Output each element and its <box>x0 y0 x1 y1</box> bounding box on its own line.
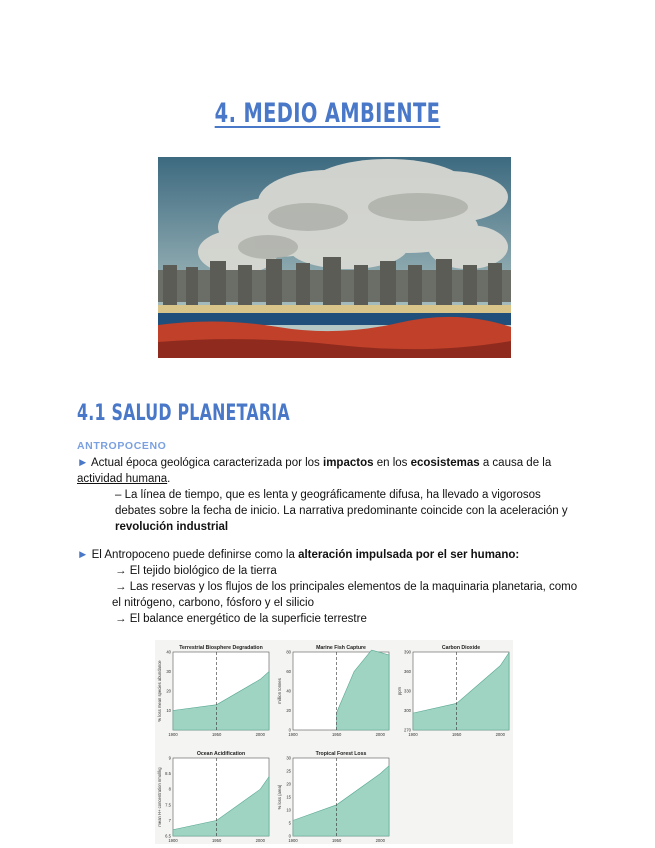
y-axis-label: million tonnes <box>277 678 282 704</box>
x-tick-label: 1950 <box>451 732 462 737</box>
bullet-icon: ► <box>77 549 89 561</box>
paragraph-1-detail: – La línea de tiempo, que es lenta y geográficamente difusa, ha llevado a vigorosos debates sobre la fecha de inicio. La narrativa predominante coincide con la aceleración y revolución industrial <box>115 489 568 533</box>
y-tick-label: 20 <box>286 708 291 713</box>
list-item: → El tejido biológico de la tierra <box>115 565 277 577</box>
x-tick-label: 1950 <box>211 732 222 737</box>
x-tick-label: 1900 <box>288 838 298 843</box>
x-tick-label: 2000 <box>375 838 385 843</box>
y-tick-label: 8.5 <box>165 771 171 777</box>
y-tick-label: 300 <box>404 708 411 713</box>
x-tick-label: 2000 <box>495 732 505 737</box>
chart-title: Terrestrial Biosphere Degradation <box>179 645 263 651</box>
y-tick-label: 360 <box>404 669 411 674</box>
y-tick-label: 40 <box>286 688 291 694</box>
x-tick-label: 1900 <box>168 838 178 843</box>
bullet-icon: ► <box>77 457 89 469</box>
y-tick-label: 7.5 <box>165 802 171 808</box>
chart-title: Carbon Dioxide <box>441 645 481 651</box>
y-tick-label: 5 <box>288 820 291 826</box>
y-tick-label: 30 <box>166 669 171 674</box>
y-tick-label: 20 <box>286 781 291 787</box>
list-item: → El balance energético de la superficie terrestre <box>115 613 367 625</box>
x-tick-label: 1900 <box>168 732 178 737</box>
y-tick-label: 270 <box>404 727 411 733</box>
chart-title: Tropical Forest Loss <box>315 751 367 757</box>
industrial-smoke-illustration <box>158 157 511 358</box>
x-tick-label: 2000 <box>255 732 265 737</box>
x-tick-label: 1950 <box>331 732 342 737</box>
y-tick-label: 25 <box>286 768 291 774</box>
section-heading: 4.1 SALUD PLANETARIA <box>77 401 290 426</box>
y-tick-label: 6.5 <box>165 833 171 839</box>
x-tick-label: 1900 <box>408 732 418 737</box>
page-title: 4. MEDIO AMBIENTE <box>214 98 441 129</box>
x-tick-label: 1900 <box>288 732 298 737</box>
x-tick-label: 2000 <box>375 732 385 737</box>
y-tick-label: 30 <box>286 755 291 761</box>
y-axis-label: % loss mean species abundance <box>157 660 162 722</box>
paragraph-2: ► El Antropoceno puede definirse como la alteración impulsada por el ser humano: <box>77 549 520 561</box>
y-tick-label: 15 <box>286 794 291 800</box>
y-tick-label: 20 <box>166 688 171 694</box>
y-axis-label: mean H+ concentration nmol/kg <box>157 767 162 827</box>
subheading: ANTROPOCENO <box>77 440 167 452</box>
y-tick-label: 7 <box>168 817 171 823</box>
x-tick-label: 2000 <box>255 838 265 843</box>
y-tick-label: 10 <box>286 807 291 813</box>
y-tick-label: 0 <box>288 833 291 839</box>
y-tick-label: 10 <box>166 708 171 713</box>
x-tick-label: 1950 <box>331 838 342 843</box>
y-tick-label: 60 <box>286 669 291 674</box>
y-axis-label: % loss (area) <box>277 784 282 810</box>
chart-title: Marine Fish Capture <box>316 645 366 651</box>
list-item: → Las reservas y los flujos de los principales elementos de la maquinaria planetaria, como <box>115 581 578 593</box>
alteration-list <box>112 563 595 627</box>
x-tick-label: 1950 <box>211 838 222 843</box>
y-tick-label: 390 <box>404 649 411 655</box>
chart-title: Ocean Acidification <box>196 751 246 757</box>
y-tick-label: 0 <box>288 727 291 733</box>
y-tick-label: 40 <box>166 649 171 655</box>
paragraph-1: ► Actual época geológica caracterizada por los impactos en los ecosistemas a causa de la actividad humana. <box>77 457 552 485</box>
y-tick-label: 330 <box>404 688 411 694</box>
y-axis-label: ppm <box>397 686 402 696</box>
y-tick-label: 9 <box>168 755 171 761</box>
anthropocene-charts <box>155 640 513 844</box>
list-item: el nitrógeno, carbono, fósforo y el silicio <box>112 597 314 609</box>
y-tick-label: 80 <box>286 649 291 655</box>
y-tick-label: 8 <box>168 786 171 792</box>
